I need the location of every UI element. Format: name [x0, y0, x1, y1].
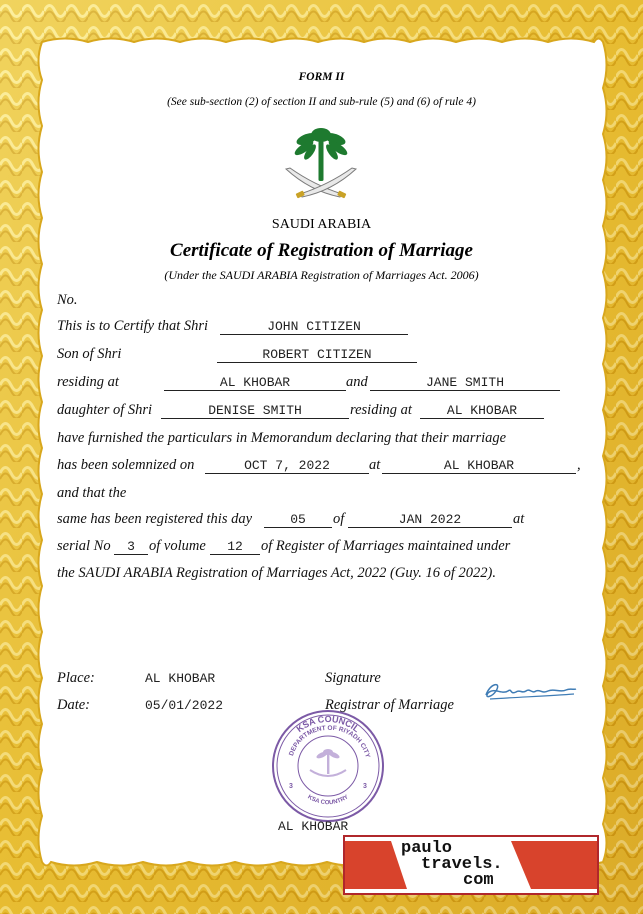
watermark-line-3: com — [463, 871, 494, 890]
registrar-signature-image — [480, 677, 580, 705]
certificate-title: Certificate of Registration of Marriage — [170, 240, 473, 261]
date-label: Date: — [57, 697, 91, 713]
at-label: at — [369, 457, 381, 473]
signature-label: Signature — [325, 670, 381, 686]
serial-number-field: 3 — [114, 539, 148, 555]
groom-father-field: ROBERT CITIZEN — [217, 347, 417, 363]
form-subtitle: (See sub-section (2) of section II and sub-rule (5) and (6) of rule 4) — [167, 96, 476, 108]
place-label: Place: — [57, 670, 95, 686]
form-title: FORM II — [298, 71, 345, 83]
stamp-right-number: 3 — [363, 783, 367, 790]
serial-label: serial No — [57, 538, 111, 554]
stamp-bottom-text: KSA COUNTRY — [306, 794, 350, 807]
bride-residence-field: AL KHOBAR — [420, 403, 544, 419]
marriage-date-field: OCT 7, 2022 — [205, 458, 369, 474]
bride-name-field: JANE SMITH — [370, 375, 560, 391]
residing-label: residing at — [57, 374, 119, 390]
watermark-line-2: travels. — [421, 855, 503, 874]
groom-residence-field: AL KHOBAR — [164, 375, 346, 391]
comma: , — [577, 457, 581, 473]
of-label: of — [333, 511, 345, 527]
palm-and-swords-emblem — [280, 121, 362, 207]
act-reference: (Under the SAUDI ARABIA Registration of Marriages Act. 2006) — [164, 268, 479, 282]
and-that-text: and that the — [57, 485, 127, 501]
registration-day-field: 05 — [264, 512, 332, 528]
act-text: the SAUDI ARABIA Registration of Marriages Act, 2022 (Guy. 16 of 2022). — [57, 565, 496, 581]
groom-name-field: JOHN CITIZEN — [220, 319, 408, 335]
certify-label: This is to Certify that Shri — [57, 318, 209, 334]
son-of-label: Son of Shri — [57, 346, 122, 362]
number-label: No. — [57, 292, 78, 308]
stamp-caption: AL KHOBAR — [278, 819, 349, 834]
register-text: of Register of Marriages maintained under — [261, 538, 511, 554]
registered-label: same has been registered this day — [57, 511, 253, 527]
marriage-place-field: AL KHOBAR — [382, 458, 576, 474]
volume-label: of volume — [149, 538, 206, 554]
watermark-line-1: paulo — [401, 839, 453, 858]
furnished-text: have furnished the particulars in Memorandum declaring that their marriage — [57, 430, 507, 446]
stamp-ring-text: DEPARTMENT OF RIYADH CITY — [288, 724, 371, 759]
stamp-left-number: 3 — [289, 783, 293, 790]
and-label: and — [346, 374, 368, 390]
residing-label-2: residing at — [350, 402, 412, 418]
council-stamp — [270, 708, 386, 824]
place-value: AL KHOBAR — [145, 671, 216, 686]
registration-month-field: JAN 2022 — [348, 512, 512, 528]
registrar-label: Registrar of Marriage — [325, 697, 454, 713]
date-value: 05/01/2022 — [145, 698, 224, 713]
volume-number-field: 12 — [210, 539, 260, 555]
stamp-top-text: KSA COUNCIL — [294, 713, 362, 735]
country-name: SAUDI ARABIA — [271, 217, 372, 232]
paulo-travels-watermark-logo — [343, 835, 599, 895]
bride-father-field: DENISE SMITH — [161, 403, 349, 419]
daughter-of-label: daughter of Shri — [57, 402, 153, 418]
at-label-2: at — [513, 511, 525, 527]
solemnized-label: has been solemnized on — [57, 457, 195, 473]
